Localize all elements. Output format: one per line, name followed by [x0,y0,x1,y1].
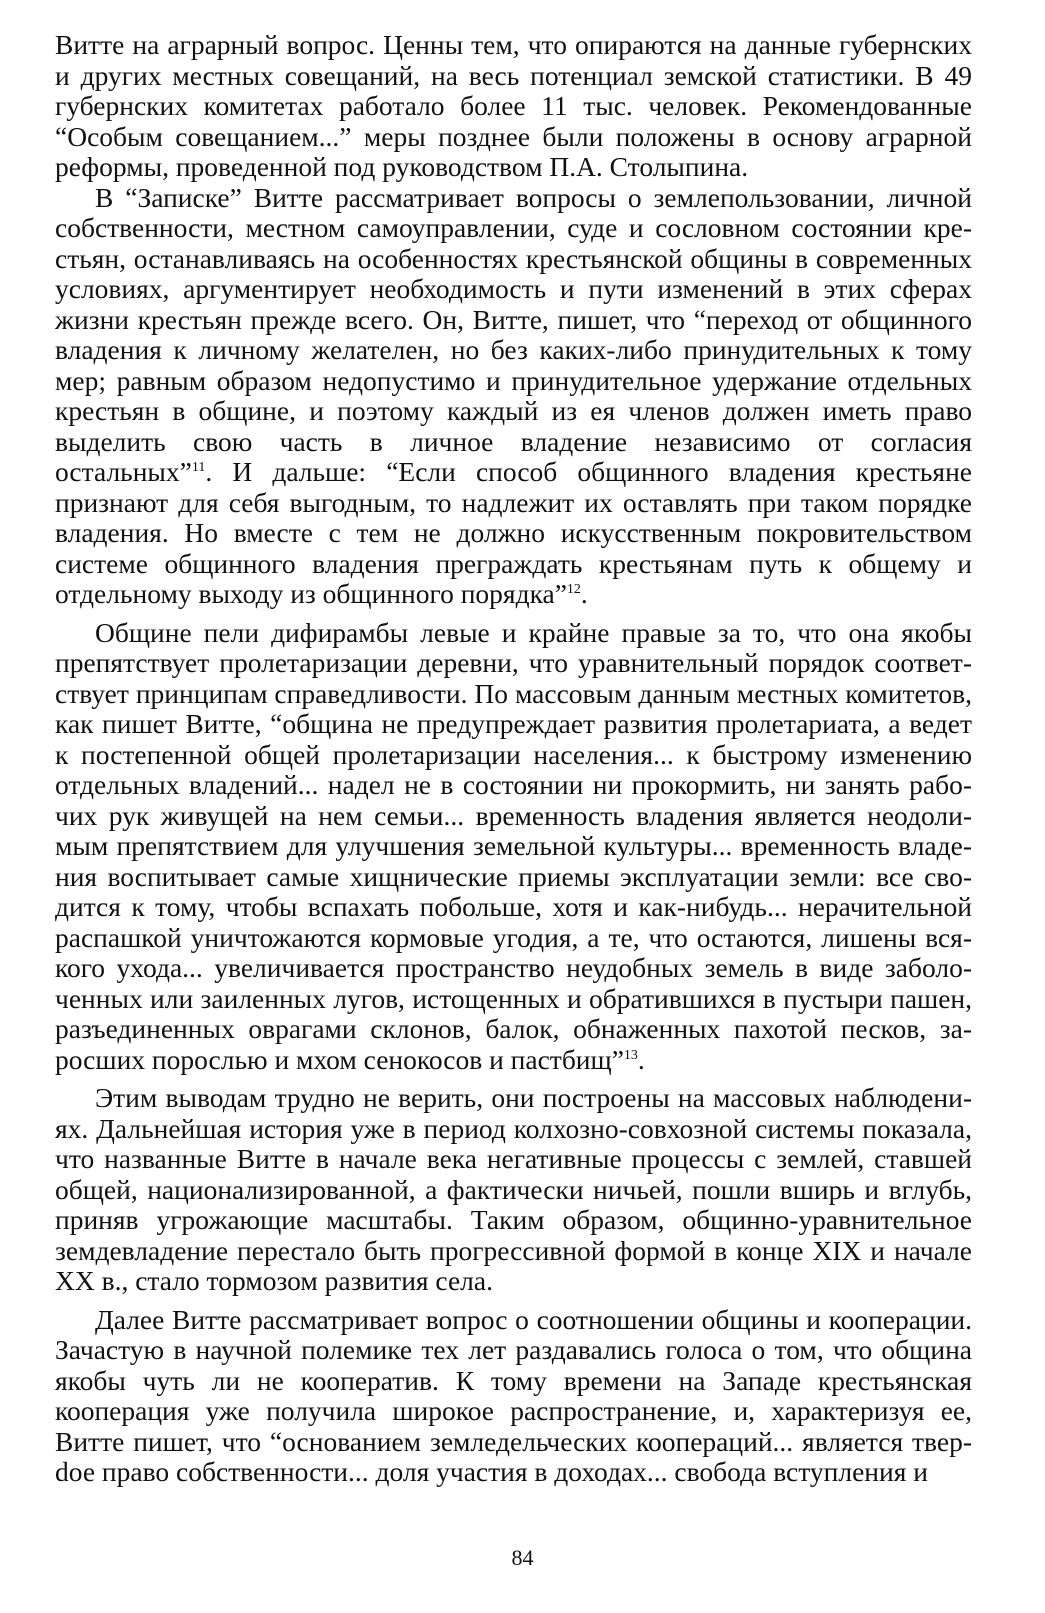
paragraph-1: Витте на аграрный вопрос. Ценны тем, что опираются на данные губернских и других местных совещаний, на весь потенциал земской статистики. В 49 губернских комитетах работало более 11 тыс. человек. Рекомендованные “Особым совещанием...” меры позднее были положены в основу аграрной реформы, проведенной под руководством П.А. Столыпина. [55,29,972,182]
paragraph-2-text-b: . И дальше: “Если способ общинного владения крестьяне признают для себя выгодным, то надлежит их оставлять при таком порядке владения. Но вместе с тем не должно искусственным покровительством системе общинного владения преграждать крестьянам путь к общему и отдельному выходу из общинного порядка” [55,456,972,609]
paragraph-2 [55,183,972,610]
paragraph-3-text-b: . [637,1043,645,1075]
footnote-ref-12: 12 [566,581,581,597]
paragraph-2-text-c: . [580,578,588,609]
paragraph-5: Далее Витте рассматривает вопрос о соотношении общины и кооперации. Зачастую в научной полемике тех лет раздавались голоса о том, что община якобы чуть ли не кооператив. К тому времени на Западе крестьянская кооперация уже получила широкое распространение, и, характеризуя ее, Витте пишет, что “основанием земледельческих коопераций... является тверdое право собственности... доля участия в доходах... свобода вступления и [55,1303,972,1487]
footnote-ref-11: 11 [191,459,206,475]
paragraph-4: Этим выводам трудно не верить, они построены на массовых наблюдениях. Дальнейшая история уже в период колхозно-совхозной системы показала, что названные Витте в начале века негативные процессы с землей, ставшей общей, национализированной, а фактически ничьей, пошли вширь и вглубь, приняв угрожающие масштабы. Таким образом, общинно-уравнительное земдевладение перестало быть прогрессивной формой в конце XIX и начале XX в., стало тормозом развития села. [55,1082,972,1296]
paragraph-3 [55,618,972,1076]
paragraph-3-text-a: Общине пели дифирамбы левые и крайне правые за то, что она якобы препятствует пролетаризации деревни, что уравнительный порядок соответствует принципам справедливости. По массовым данным местных комитетов, как пишет Витте, “община не предупреждает развития пролетариата, а ведет к постепенной общей пролетаризации населения... к быстрому изменению отдельных владений... надел не в состоянии ни прокормить, ни занять рабочих рук живущей на нем семьи... временность владения является неодолимым препятствием для улучшения земельной культуры... временность владения воспитывает самые хищнические приемы эксплуатации земли: все сводится к тому, чтобы вспахать побольше, хотя и как-нибудь... нерачительной распашкой уничтожаются кормовые угодия, а те, что остаются, лишены всякого ухода... увеличивается пространство неудобных земель в виде заболоченных или заиленных лугов, истощенных и обратившихся в пустыри пашен, разъединенных оврагами склонов, балок, обнаженных пахотой песков, заросших порослью и мхом сенокосов и пастбищ” [55,616,972,1075]
paragraph-2-text-a: В “Записке” Витте рассматривает вопросы о землепользовании, личной собственности, местном самоуправлении, суде и сословном состоянии крестьян, останавливаясь на особенностях крестьянской общины в современных условиях, аргументирует необходимость и пути изменений в этих сферах жизни крестьян прежде всего. Он, Витте, пишет, что “переход от общинного владения к личному желателен, но без каких-либо принудительных к тому мер; равным образом недопустимо и принудительное удержание отдельных крестьян в общине, и поэтому каждый из ея членов должен иметь право выделить свою часть в личное владение независимо от согласия остальных” [55,181,972,487]
footnote-ref-13: 13 [623,1047,638,1063]
page-body [55,30,972,1488]
page-number: 84 [511,1545,534,1570]
